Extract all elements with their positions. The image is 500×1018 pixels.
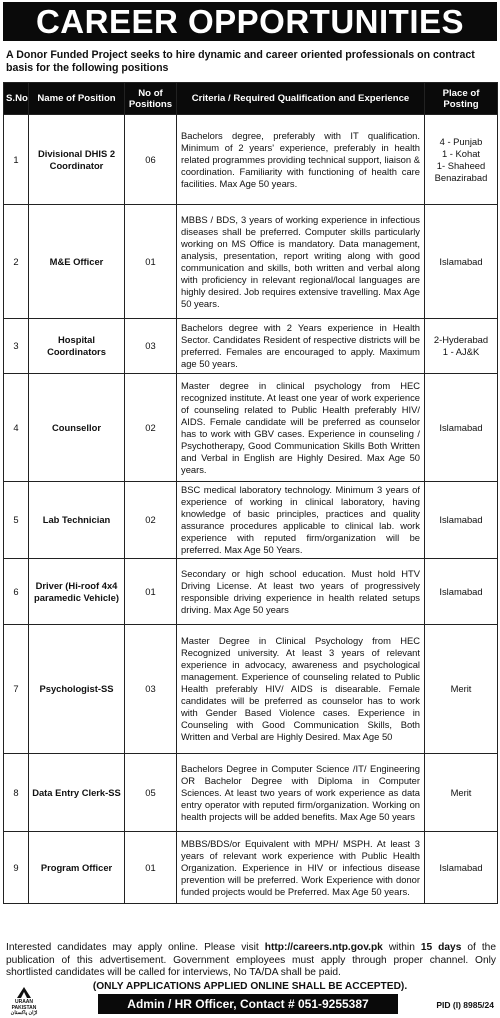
row-serial-number: 4 <box>4 374 29 482</box>
logo-text: URAAN PAKISTAN <box>11 999 37 1011</box>
apply-prefix: Interested candidates may apply online. Please visit <box>6 942 265 953</box>
apply-days: 15 days <box>420 942 462 953</box>
row-criteria: Secondary or high school education. Must hold HTV Driving License. At least two years of progressively responsible driving experience in health related setups driving. Max Age 50 years <box>177 559 425 625</box>
row-position-count: 05 <box>125 754 177 832</box>
row-serial-number: 1 <box>4 115 29 205</box>
logo-mark-icon <box>15 985 33 1000</box>
apply-url-link[interactable]: http://careers.ntp.gov.pk <box>264 942 383 953</box>
place-line: Islamabad <box>439 421 483 433</box>
column-header-criteria: Criteria / Required Qualification and Experience <box>177 83 425 115</box>
row-position-count: 06 <box>125 115 177 205</box>
row-position-count: 01 <box>125 205 177 319</box>
table-row <box>4 374 498 482</box>
row-criteria: Bachelors degree, preferably with IT qualification. Minimum of 2 years' experience, preferably in health related programmes providing technical support, liaison & coordination. Familiarity with functioning of health care facilities. Max Age 50 years. <box>177 115 425 205</box>
row-position-name: Counsellor <box>29 374 125 482</box>
table-row <box>4 559 498 625</box>
row-position-count: 01 <box>125 559 177 625</box>
row-position-name: Psychologist-SS <box>29 625 125 754</box>
row-serial-number: 5 <box>4 482 29 559</box>
place-line: 1 - Kohat <box>441 147 481 159</box>
pid-number: PID (I) 8985/24 <box>436 1000 494 1010</box>
row-place-of-posting <box>425 374 498 482</box>
table-row <box>4 625 498 754</box>
row-place-of-posting <box>425 319 498 374</box>
row-place-of-posting <box>425 625 498 754</box>
row-criteria: Master degree in clinical psychology from HEC recognized institute. At least one year of work experience of counseling related to Public Health preferably HIV/ AIDS. Female candidate will be preferred as counselor has to work with GBV cases. Experience in counseling / Psychotherapy, Good Communication Skills Both Written and Verbal in English are Highly Desired. Max Age 50 years. <box>177 374 425 482</box>
row-position-name: Divisional DHIS 2 Coordinator <box>29 115 125 205</box>
logo-tagline: اڑان پاکستان <box>10 1010 38 1016</box>
intro-text: A Donor Funded Project seeks to hire dynamic and career oriented professionals on contract basis for the following positions <box>6 49 475 74</box>
row-place-of-posting <box>425 832 498 904</box>
application-instructions <box>6 942 496 980</box>
row-position-name: Hospital Coordinators <box>29 319 125 374</box>
row-serial-number: 2 <box>4 205 29 319</box>
place-line: 1- Shaheed Benazirabad <box>434 159 488 183</box>
row-place-of-posting <box>425 482 498 559</box>
table-row <box>4 832 498 904</box>
row-position-name: Program Officer <box>29 832 125 904</box>
table-row <box>4 205 498 319</box>
table-header-row <box>4 83 498 115</box>
row-position-name: Lab Technician <box>29 482 125 559</box>
row-position-name: Driver (Hi-roof 4x4 paramedic Vehicle) <box>29 559 125 625</box>
positions-table <box>3 82 498 904</box>
row-position-count: 03 <box>125 319 177 374</box>
column-header-sno: S.No <box>4 83 29 115</box>
place-line: 4 - Punjab <box>439 135 483 147</box>
place-line: Islamabad <box>439 861 483 873</box>
row-place-of-posting <box>425 115 498 205</box>
row-place-of-posting <box>425 754 498 832</box>
row-serial-number: 9 <box>4 832 29 904</box>
table-row <box>4 482 498 559</box>
row-criteria: MBBS / BDS, 3 years of working experience in infectious diseases shall be preferred. Computer skills particularly working on MS Office is mandatory. Data management, analysis, presentation, report writing along with good communication and skills, both written and verbal along with proficiency in relevant regional/local languages are highly desired. Job requires extensive travelling. Max Age 50 years. <box>177 205 425 319</box>
row-criteria: MBBS/BDS/or Equivalent with MPH/ MSPH. At least 3 years of relevant work experience with Public Health Organization. Experience in HIV or infectious disease prevention will be preferred. Work Experience with donor funded projects would be Preferred. Max Age 50 years. <box>177 832 425 904</box>
place-line: Merit <box>450 683 472 694</box>
column-header-place: Place of Posting <box>425 83 498 115</box>
row-criteria: Bachelors degree with 2 Years experience in Health Sector. Candidates Resident of respective districts will be preferred. Females are encouraged to apply. Maximum age 50 years. <box>177 319 425 374</box>
row-serial-number: 7 <box>4 625 29 754</box>
place-line: Islamabad <box>439 585 483 597</box>
uraan-pakistan-logo <box>4 985 44 1017</box>
online-only-notice: (ONLY APPLICATIONS APPLIED ONLINE SHALL BE ACCEPTED). <box>92 981 408 992</box>
place-line: Islamabad <box>439 514 483 525</box>
table-row <box>4 115 498 205</box>
place-line: Islamabad <box>439 255 483 267</box>
place-line: 2-Hyderabad <box>433 334 489 345</box>
place-line: Merit <box>450 786 472 798</box>
row-serial-number: 6 <box>4 559 29 625</box>
row-position-name: Data Entry Clerk-SS <box>29 754 125 832</box>
contact-bar: Admin / HR Officer, Contact # 051-9255387 <box>98 994 398 1014</box>
row-position-count: 01 <box>125 832 177 904</box>
row-position-count: 02 <box>125 482 177 559</box>
row-place-of-posting <box>425 559 498 625</box>
apply-mid: within <box>382 942 421 953</box>
row-position-count: 03 <box>125 625 177 754</box>
column-header-count: No of Positions <box>125 83 177 115</box>
row-position-name: M&E Officer <box>29 205 125 319</box>
column-header-position: Name of Position <box>29 83 125 115</box>
row-criteria: Bachelors Degree in Computer Science /IT/ Engineering OR Bachelor Degree with Diploma in Computer Sciences. At least two years of work experience as data entry operator with reputed firm/organization. Working on health projects will be added benefits. Max Age 50 years <box>177 754 425 832</box>
row-position-count: 02 <box>125 374 177 482</box>
row-criteria: BSC medical laboratory technology. Minimum 3 years of experience of working in clinical laboratory, having knowledge of basic principles, practices and quality assurance procedures applicable to clinical lab. work experience with reputed firm/organization will be preferred. Max Age 50 Years. <box>177 482 425 559</box>
row-place-of-posting <box>425 205 498 319</box>
apply-suffix: of the publication of this advertisement. Government employees must apply through proper channel. Only shortlisted candidates will be called for interviews, No TA/DA shall be paid. <box>6 942 496 978</box>
place-line: 1 - AJ&K <box>442 346 480 357</box>
page-title: CAREER OPPORTUNITIES <box>3 2 497 41</box>
row-serial-number: 8 <box>4 754 29 832</box>
row-criteria: Master Degree in Clinical Psychology from HEC Recognized university. At least 3 years of relevant experience in advocacy, awareness and psychological management. Experience of counseling related to Public Health preferably HIV/ AIDS is disearable. Female candidates will be preferred as counselor has to work with Gender Based Violence cases. Experience in Counseling with Good Communication Skills, Both Written and Verbal are Highly Desired. Max Age 50 <box>177 625 425 754</box>
table-row <box>4 754 498 832</box>
table-row <box>4 319 498 374</box>
row-serial-number: 3 <box>4 319 29 374</box>
